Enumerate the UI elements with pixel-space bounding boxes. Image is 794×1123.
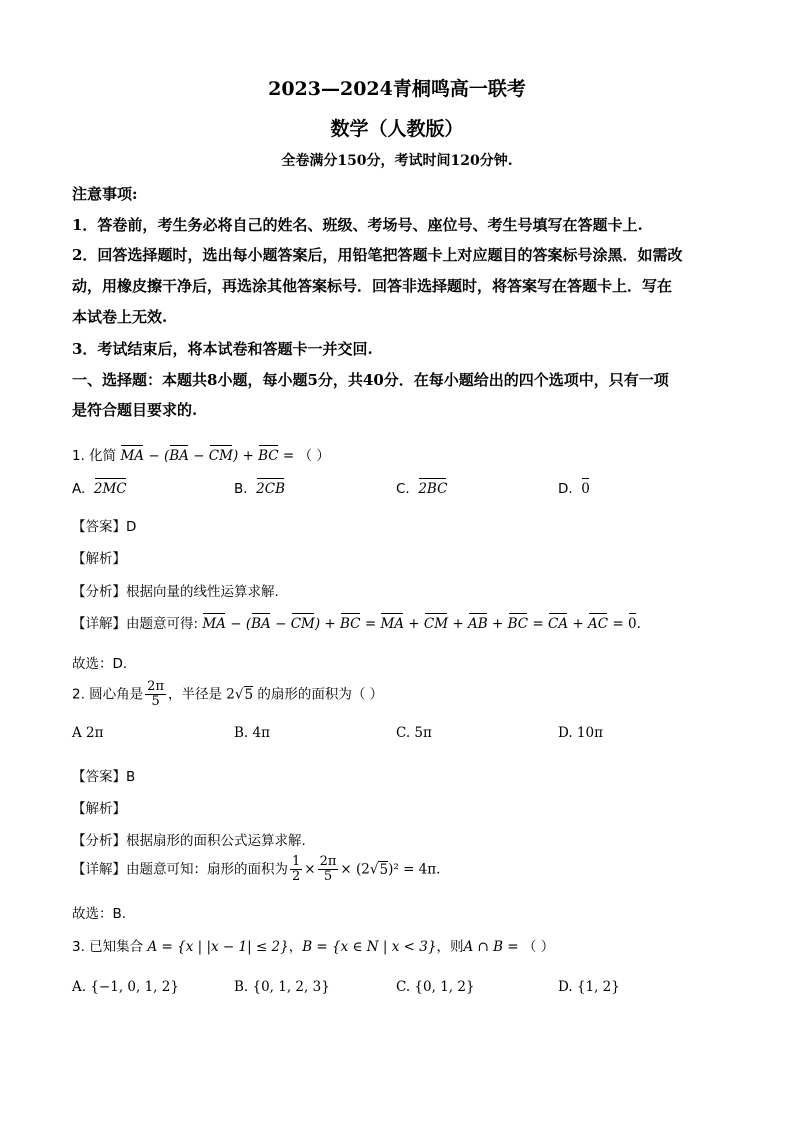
exam-info: 全卷满分150分，考试时间120分钟. xyxy=(281,153,513,169)
q2-half-fraction: $\frac{1}{2}$ xyxy=(292,854,301,884)
q1-option-b-value: 2CB xyxy=(256,481,285,497)
q3-stem-suffix: （ ） xyxy=(522,939,555,955)
q2-radius: 2√5 xyxy=(226,686,254,703)
q1-option-a: A. 2MC xyxy=(72,481,127,497)
q2-analysis: 【解析】 xyxy=(72,801,126,817)
q2-option-b: B. 4π xyxy=(234,725,270,741)
q2-detail-result: = 4π. xyxy=(403,861,441,878)
q3-set-a: A = {x | |x − 1| ≤ 2} xyxy=(147,939,289,955)
exam-subtitle: 数学（人教版） xyxy=(330,118,464,140)
q2-option-d: D. 10π xyxy=(558,725,603,741)
q1-conclusion: 故选：D. xyxy=(72,656,128,672)
q3-stem-prefix: 3. 已知集合 xyxy=(72,939,144,955)
q2-option-c: C. 5π xyxy=(396,725,432,741)
q2-stem-mid: ，半径是 xyxy=(168,686,222,703)
note-2-line-3: 本试卷上无效. xyxy=(72,308,168,326)
q2-detail-prefix: 【详解】由题意可知：扇形的面积为 xyxy=(72,861,288,878)
q2-angle-fraction-detail: $\frac{2\pi}{5}$ xyxy=(319,854,337,884)
q2-stem xyxy=(72,680,383,709)
q2-answer: 【答案】B xyxy=(72,769,136,785)
note-2-line-1: 2．回答选择题时，选出每小题答案后，用铅笔把答题卡上对应题目的答案标号涂黑．如需改 xyxy=(72,246,683,264)
section-heading-line-2: 是符合题目要求的. xyxy=(72,401,198,419)
q3-intersection: A ∩ B = xyxy=(463,939,519,955)
q1-option-b: B. 2CB xyxy=(234,481,285,497)
q1-option-d-value: 0 xyxy=(581,481,590,497)
q3-option-a: A. {−1, 0, 1, 2} xyxy=(72,979,179,995)
q1-option-c: C. 2BC xyxy=(396,481,448,497)
q1-answer: 【答案】D xyxy=(72,519,137,535)
note-3: 3．考试结束后，将本试卷和答题卡一并交回. xyxy=(72,340,373,358)
q3-option-c: C. {0, 1, 2} xyxy=(396,979,475,995)
q1-option-a-value: 2MC xyxy=(93,481,127,497)
q1-stem xyxy=(72,444,330,464)
q1-option-c-value: 2BC xyxy=(418,481,448,497)
q1-detail-prefix: 【详解】由题意可得: xyxy=(72,616,199,632)
q1-analysis: 【解析】 xyxy=(72,551,126,567)
q1-detail-expression: MA − (BA − CM) + BC = MA + CM + AB + BC = CA + AC = 0. xyxy=(202,616,641,632)
q1-stem-suffix: （ ） xyxy=(298,448,330,464)
note-1: 1．答卷前，考生务必将自己的姓名、班级、考场号、座位号、考生号填写在答题卡上. xyxy=(72,216,643,234)
note-2-line-2: 动，用橡皮擦干净后，再选涂其他答案标号．回答非选择题时，将答案写在答题卡上．写在 xyxy=(72,277,673,295)
q3-set-b: B = {x ∈ N | x < 3} xyxy=(302,939,437,955)
q3-option-b: B. {0, 1, 2, 3} xyxy=(234,979,330,995)
q2-conclusion: 故选：B. xyxy=(72,906,127,922)
q1-detail xyxy=(72,612,641,632)
q1-fenxi: 【分析】根据向量的线性运算求解. xyxy=(72,584,279,600)
q1-expression: MA − (BA − CM) + BC = xyxy=(120,448,295,464)
q1-option-d: D. 0 xyxy=(558,481,590,497)
q1-stem-prefix: 1. 化简 xyxy=(72,448,117,464)
section-heading-line-1: 一、选择题：本题共8小题，每小题5分，共40分．在每小题给出的四个选项中，只有一项 xyxy=(72,371,669,389)
q3-stem: 3. 已知集合 A = {x | |x − 1| ≤ 2}，B = {x ∈ N | x < 3}，则A ∩ B = （ ） xyxy=(72,939,555,955)
q2-stem-prefix: 2. 圆心角是 xyxy=(72,686,144,703)
q2-option-a: A 2π xyxy=(72,725,104,741)
q2-angle-fraction: $\frac{2\pi}{5}$ xyxy=(147,679,164,709)
exam-title: 2023—2024青桐鸣高一联考 xyxy=(268,78,526,100)
notes-heading: 注意事项: xyxy=(72,185,138,203)
q2-detail: 【详解】由题意可知：扇形的面积为 $\frac{1}{2}$ × $\frac{2\pi}{5}$ × (2√5)² = 4π. xyxy=(72,854,441,884)
q2-stem-suffix: 的扇形的面积为（ ） xyxy=(257,686,384,703)
q2-fenxi: 【分析】根据扇形的面积公式运算求解. xyxy=(72,833,306,849)
q3-option-d: D. {1, 2} xyxy=(558,979,620,995)
q3-stem-mid: ，则 xyxy=(436,939,464,955)
